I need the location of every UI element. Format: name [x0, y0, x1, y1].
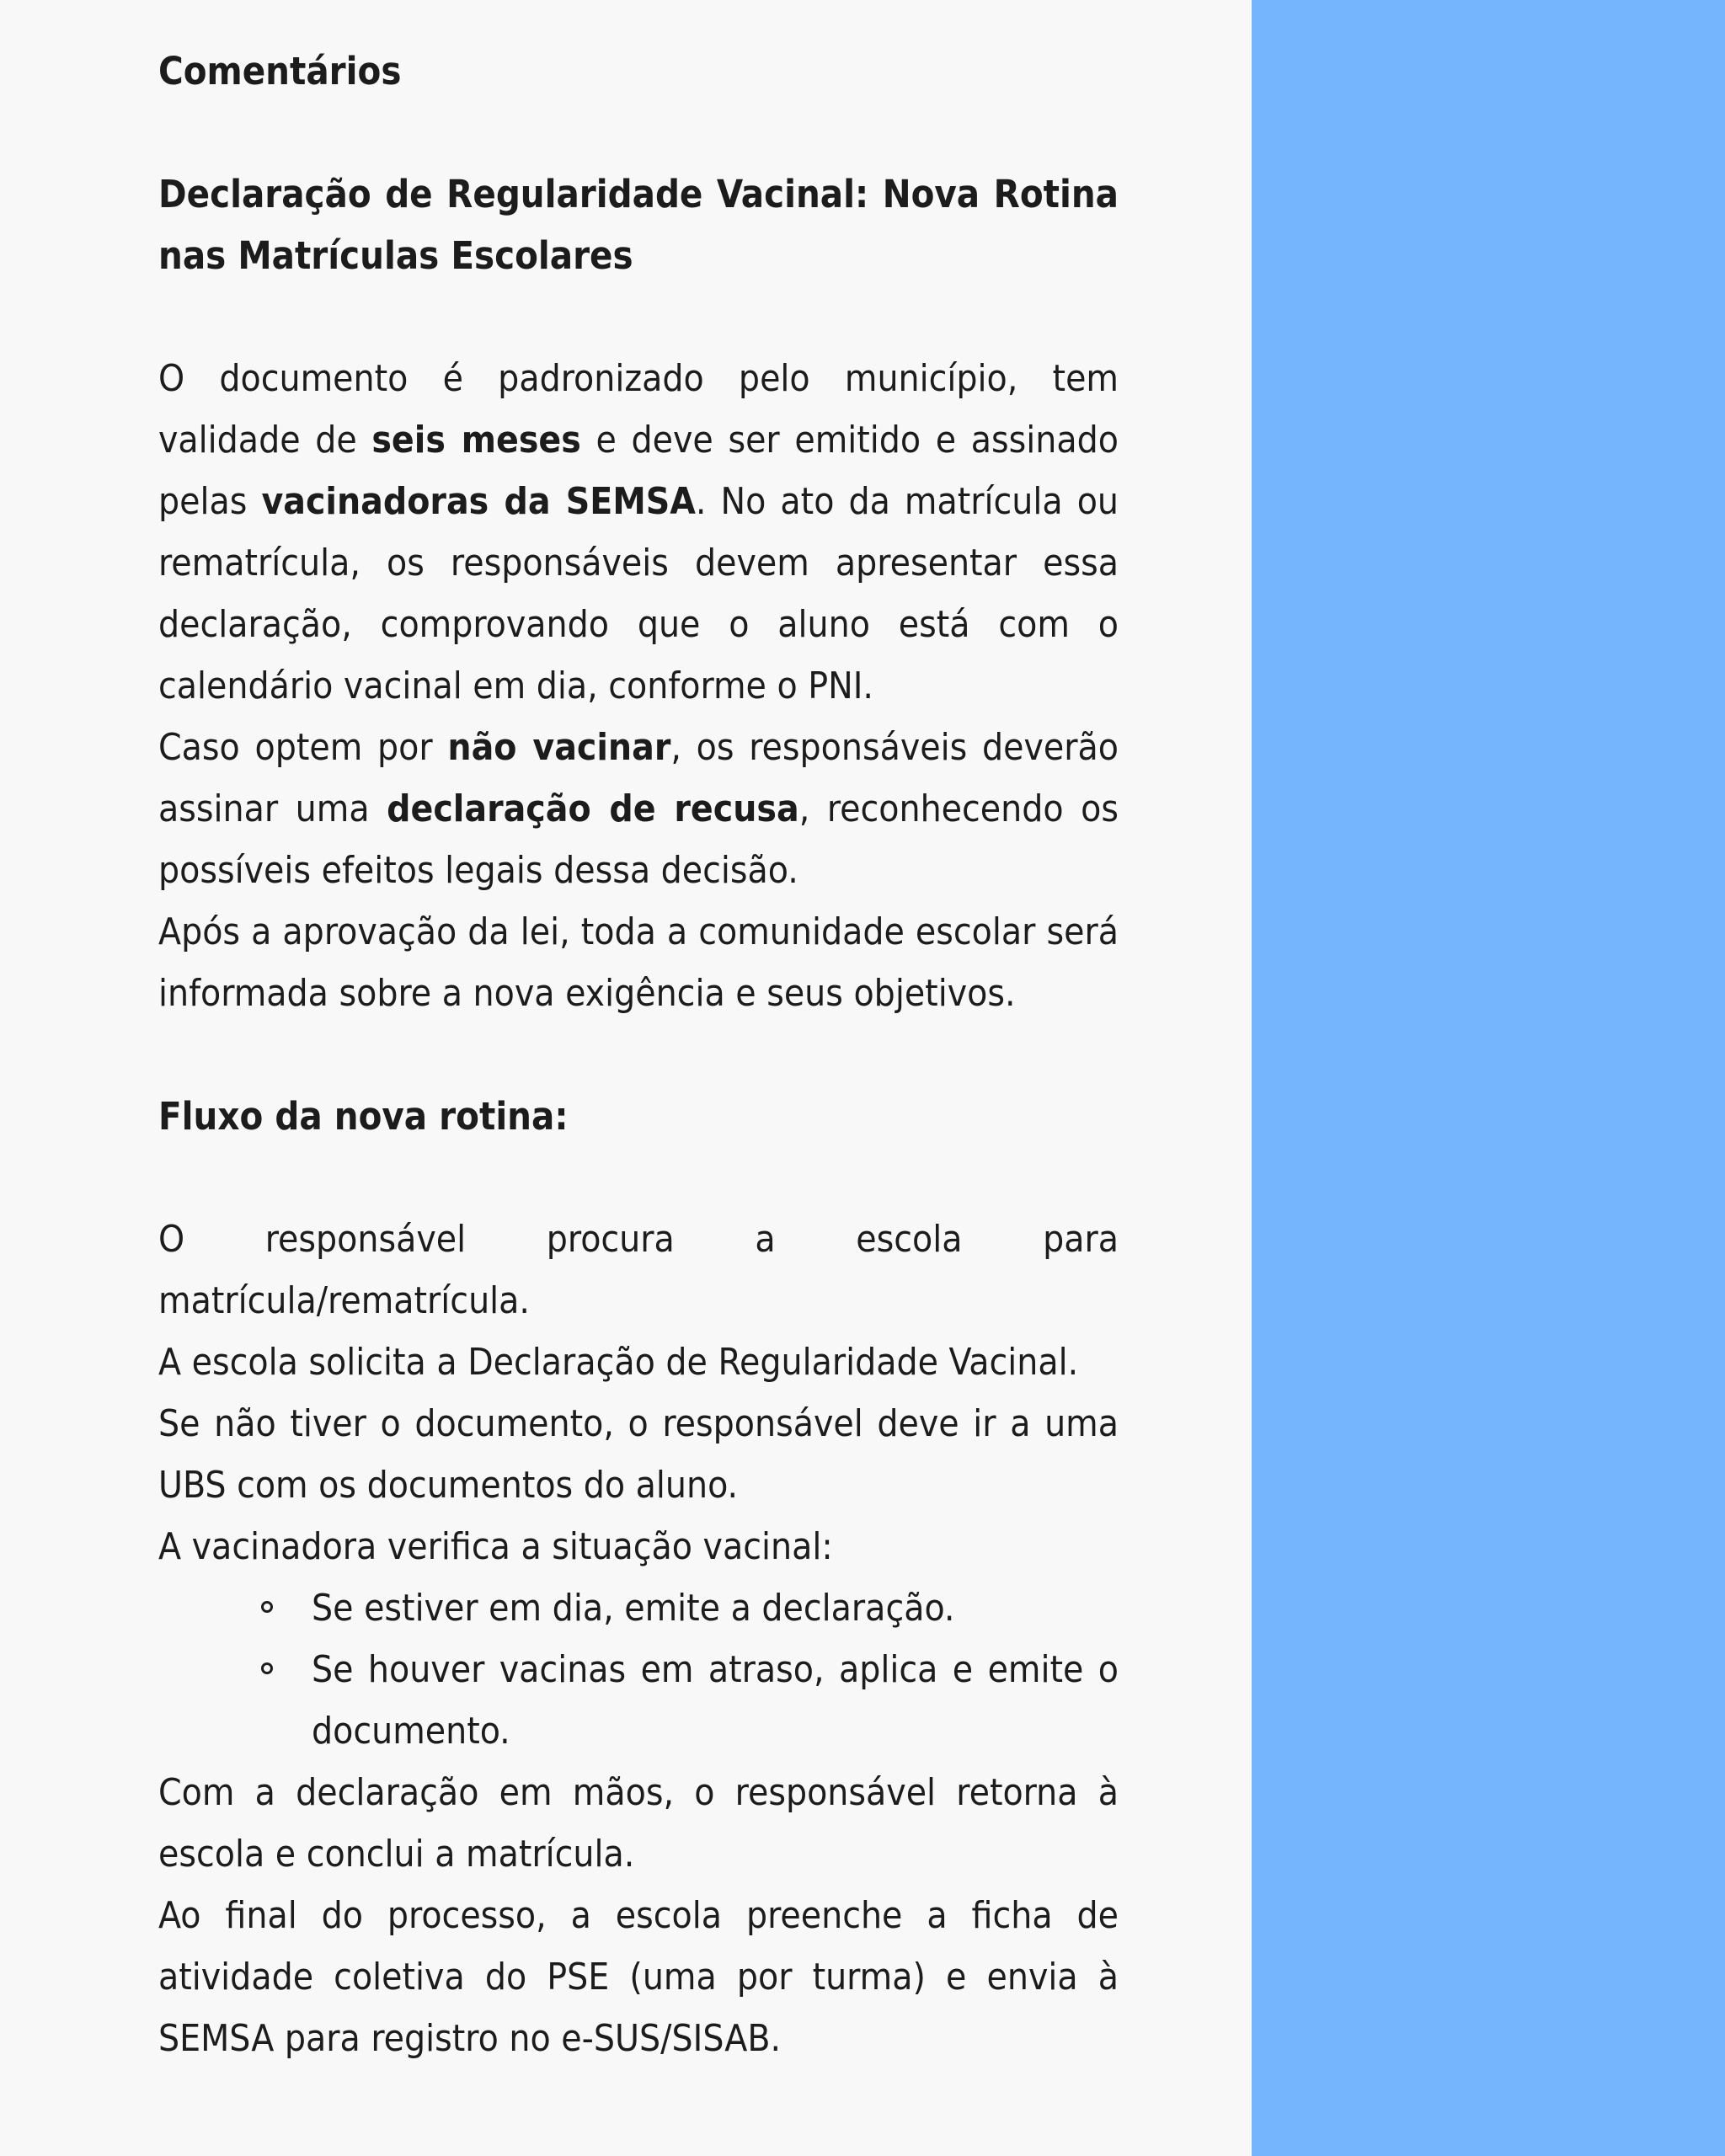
- text-run: , os responsáveis deverão assinar uma: [158, 726, 1119, 830]
- text-run: e deve ser emitido e assinado pelas: [158, 419, 1119, 523]
- document-title: Declaração de Regularidade Vacinal: Nova Rotina nas Matrículas Escolares: [158, 172, 1119, 278]
- list-item: [312, 1639, 1119, 1762]
- spacer: [158, 102, 1119, 163]
- list-item: [312, 1577, 1119, 1639]
- bold-text-run: vacinadoras da SEMSA: [261, 480, 696, 523]
- spacer: [158, 1147, 1119, 1209]
- text-run: , reconhecendo os possíveis efeitos legais dessa decisão.: [158, 787, 1119, 892]
- text-run: . No ato da matrícula ou rematrícula, os responsáveis devem apresentar essa declaração, comprovando que o aluno está com o calendário vacinal em dia, conforme o PNI.: [158, 480, 1119, 707]
- bold-text-run: declaração de recusa: [387, 787, 799, 830]
- bold-text-run: seis meses: [371, 419, 581, 462]
- flow-step-2: A escola solicita a Declaração de Regularidade Vacinal.: [158, 1341, 1079, 1384]
- comments-heading: Comentários: [158, 49, 402, 93]
- text-run: Caso optem por: [158, 726, 448, 769]
- document-content: [158, 40, 1119, 2069]
- text-run: O documento é padronizado pelo município, tem validade de: [158, 357, 1119, 462]
- bold-text-run: não vacinar: [447, 726, 671, 769]
- spacer: [158, 286, 1119, 348]
- side-panel: [1252, 0, 1725, 2156]
- flow-step-6: Ao final do processo, a escola preenche a ficha de atividade coletiva do PSE (uma por turma) e envia à SEMSA para registro no e-SUS/SISAB.: [158, 1894, 1119, 2060]
- intro-paragraph-3: Após a aprovação da lei, toda a comunidade escolar será informada sobre a nova exigência e seus objetivos.: [158, 910, 1119, 1015]
- flow-step-1: O responsável procura a escola para matrícula/rematrícula.: [158, 1218, 1119, 1322]
- intro-paragraph-1: [158, 348, 1119, 717]
- flow-step-5: Com a declaração em mãos, o responsável retorna à escola e conclui a matrícula.: [158, 1771, 1119, 1876]
- flow-sub-list: [158, 1577, 1119, 1762]
- circle-bullet-icon: [261, 1601, 273, 1613]
- circle-bullet-icon: [261, 1662, 273, 1674]
- flow-heading: Fluxo da nova rotina:: [158, 1094, 569, 1139]
- list-item-text: Se estiver em dia, emite a declaração.: [312, 1587, 955, 1630]
- intro-paragraph-2: [158, 717, 1119, 901]
- list-item-text: Se houver vacinas em atraso, aplica e emite o documento.: [312, 1648, 1119, 1753]
- spacer: [158, 1024, 1119, 1086]
- flow-step-4: A vacinadora verifica a situação vacinal:: [158, 1525, 833, 1568]
- flow-step-3: Se não tiver o documento, o responsável deve ir a uma UBS com os documentos do aluno.: [158, 1402, 1119, 1507]
